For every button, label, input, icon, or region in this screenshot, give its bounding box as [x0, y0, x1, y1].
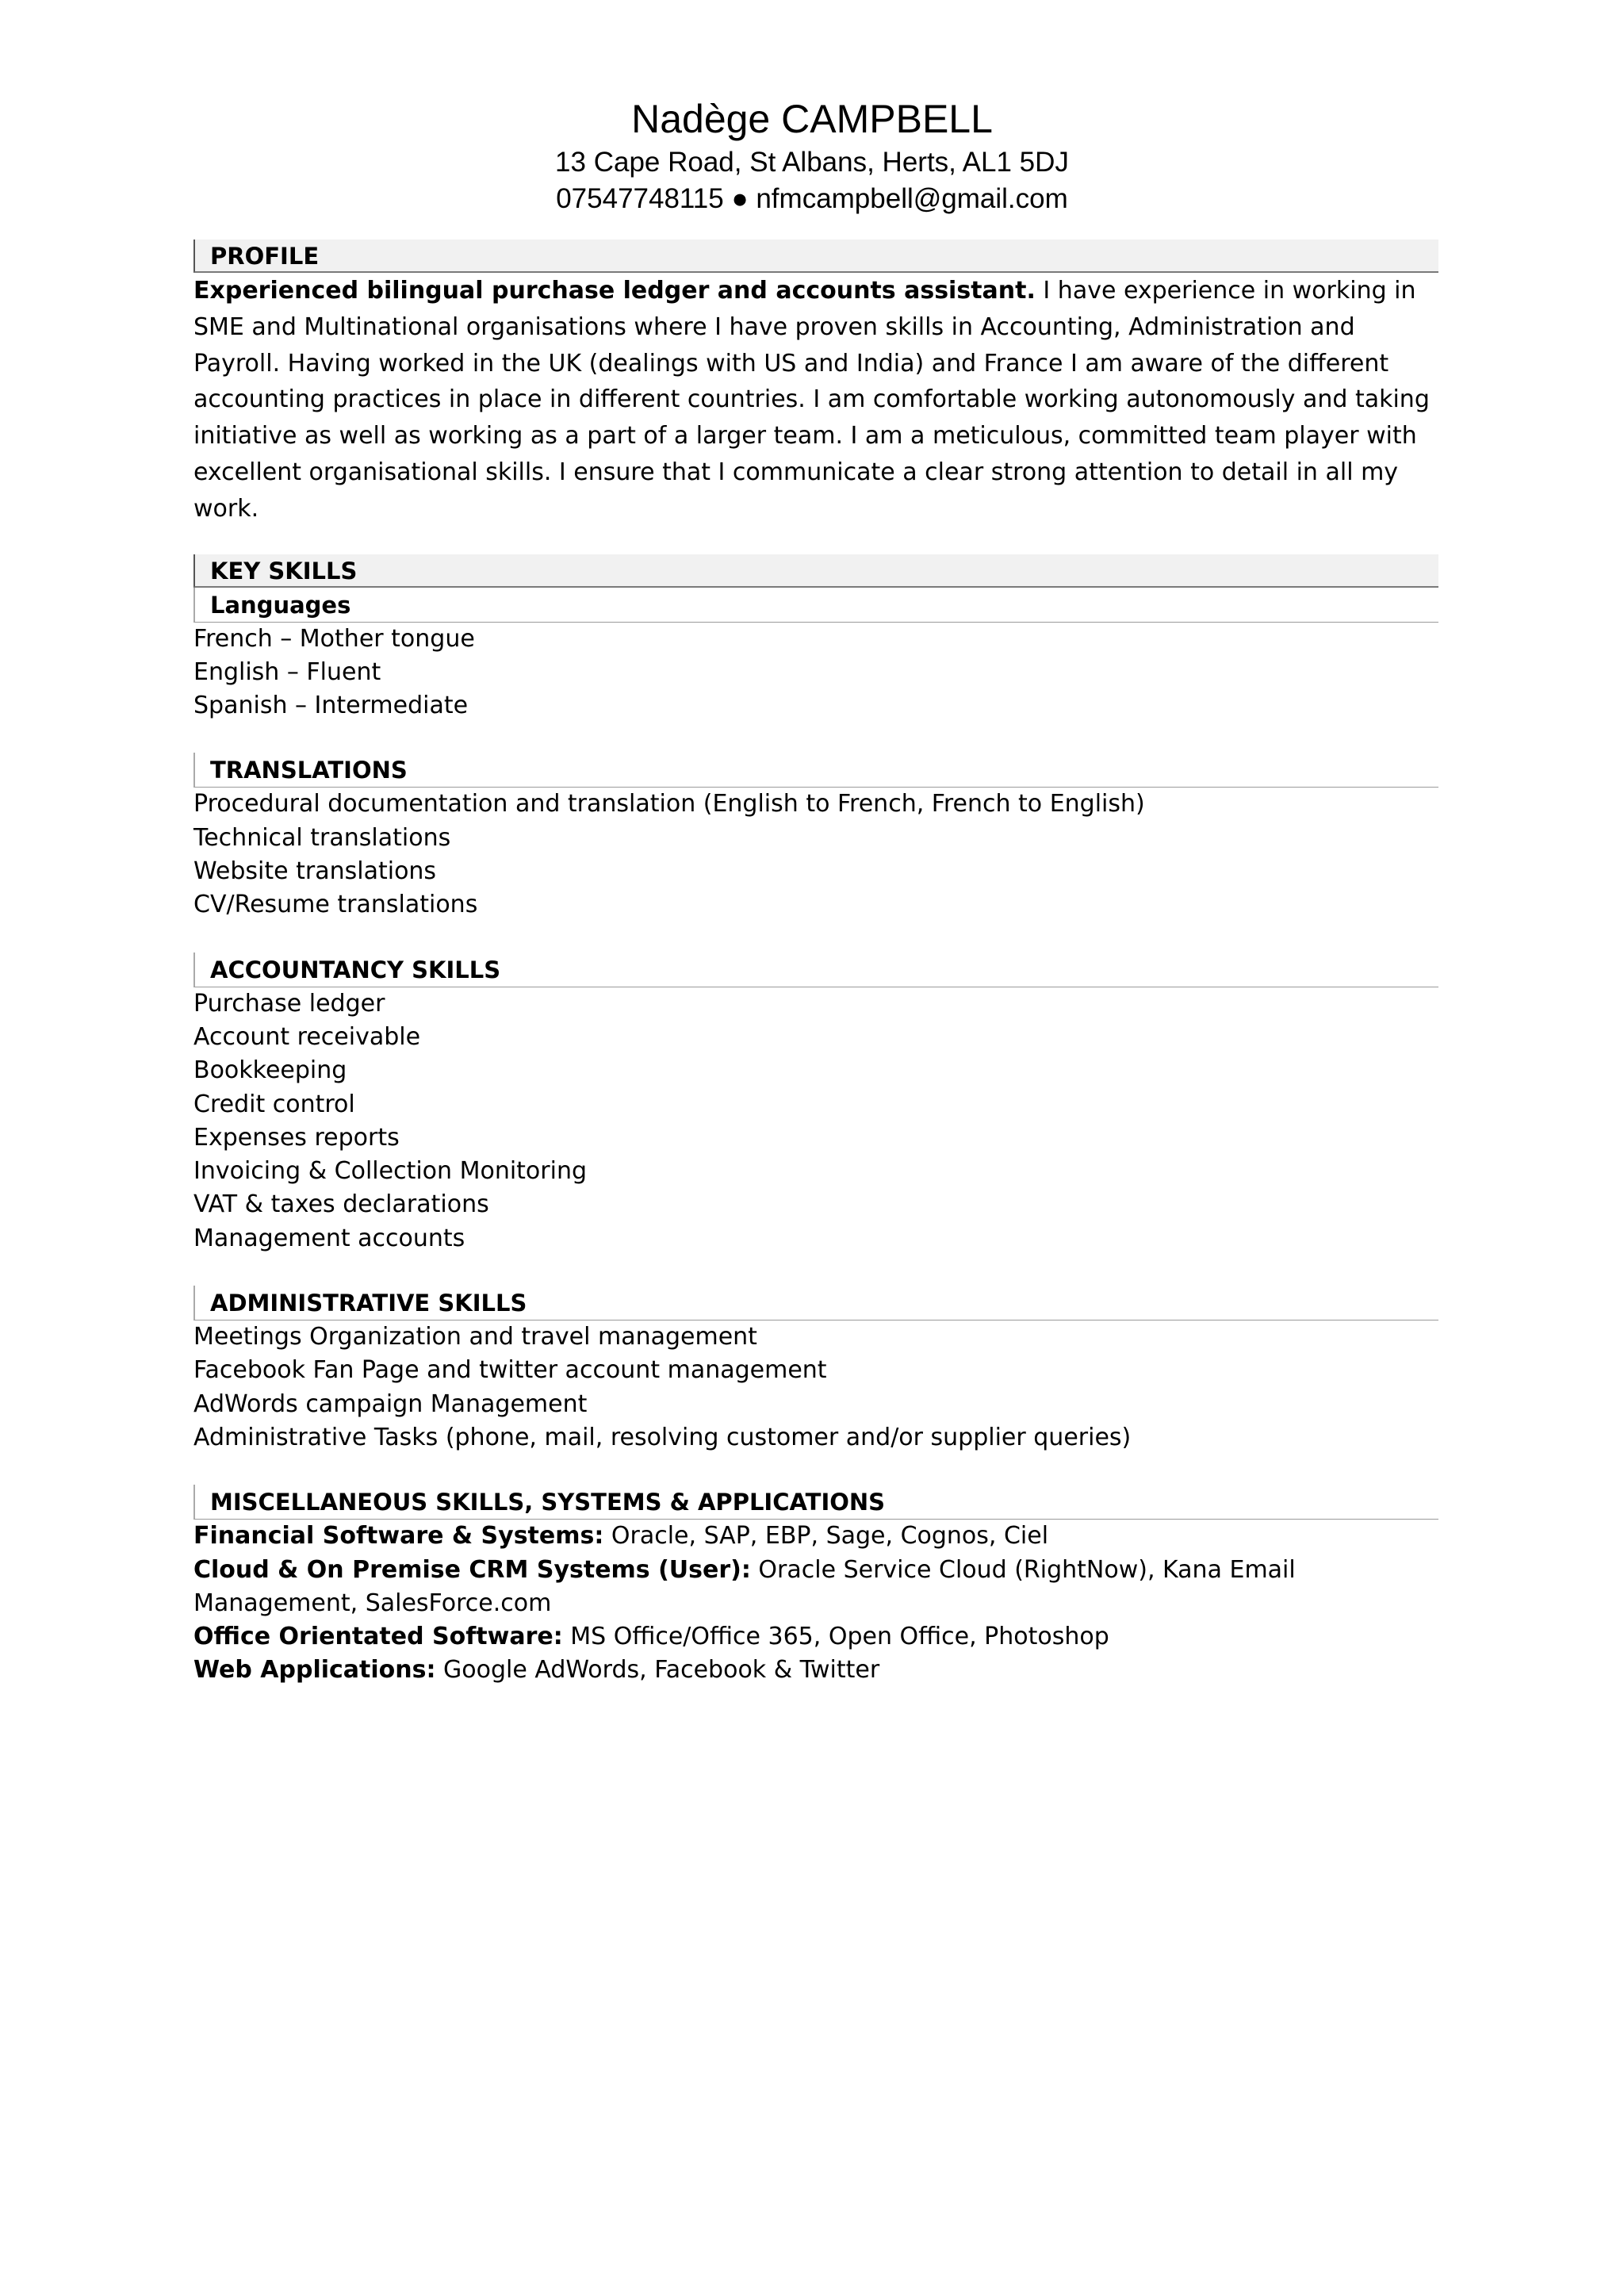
- misc-row: [193, 1554, 1438, 1621]
- languages-list: [193, 623, 1438, 723]
- misc-label: Office Orientated Software:: [193, 1623, 563, 1651]
- section-heading-translations: TRANSLATIONS: [193, 753, 1438, 788]
- misc-row: [193, 1620, 1438, 1654]
- section-heading-misc: MISCELLANEOUS SKILLS, SYSTEMS & APPLICATIONS: [193, 1485, 1438, 1520]
- list-item: AdWords campaign Management: [193, 1389, 588, 1418]
- profile-lead: Experienced bilingual purchase ledger and accounts assistant.: [193, 277, 1036, 305]
- list-item: VAT & taxes declarations: [193, 1190, 489, 1219]
- list-item: Bookkeeping: [193, 1056, 347, 1085]
- cv-body: [193, 240, 1438, 1688]
- list-item: Technical translations: [193, 823, 451, 852]
- list-item: Procedural documentation and translation (English to French, French to English): [193, 790, 1145, 818]
- misc-row: [193, 1520, 1438, 1553]
- list-item: CV/Resume translations: [193, 891, 478, 919]
- misc-value: MS Office/Office 365, Open Office, Photoshop: [562, 1623, 1109, 1651]
- misc-label: Financial Software & Systems:: [193, 1522, 604, 1550]
- section-heading-profile: PROFILE: [193, 240, 1438, 273]
- list-item: Spanish – Intermediate: [193, 692, 469, 720]
- contact-line: [0, 181, 1624, 217]
- misc-row: [193, 1654, 1438, 1687]
- misc-value: Oracle Service Cloud (RightNow), Kana Email Management, SalesForce.com: [193, 1555, 1296, 1617]
- accountancy-list: [193, 987, 1438, 1255]
- profile-body: I have experience in working in SME and Multinational organisations where I have proven skills in Accounting, Administration and Payroll. Having worked in the UK (dealings with US and India) and France I am aware of the different accounting practices in place in different countries. I am comfortable working autonomously and taking initiative as well as working as a part of a larger team. I am a meticulous, committed team player with excellent organisational skills. I ensure that I communicate a clear strong attention to detail in all my work.: [193, 277, 1430, 523]
- cv-header: [0, 94, 1624, 217]
- section-heading-administrative: ADMINISTRATIVE SKILLS: [193, 1286, 1438, 1320]
- section-heading-accountancy: ACCOUNTANCY SKILLS: [193, 953, 1438, 987]
- list-item: French – Mother tongue: [193, 624, 475, 653]
- list-item: Website translations: [193, 857, 437, 886]
- misc-list: [193, 1520, 1438, 1687]
- address: 13 Cape Road, St Albans, Herts, AL1 5DJ: [555, 147, 1069, 178]
- list-item: Administrative Tasks (phone, mail, resolving customer and/or supplier queries): [193, 1423, 1132, 1451]
- subheading-languages: Languages: [193, 588, 1438, 623]
- bullet-separator: ●: [731, 183, 749, 214]
- administrative-list: [193, 1320, 1438, 1455]
- list-item: Management accounts: [193, 1224, 465, 1252]
- translations-list: [193, 788, 1438, 922]
- list-item: Invoicing & Collection Monitoring: [193, 1157, 588, 1186]
- list-item: English – Fluent: [193, 657, 381, 686]
- misc-value: Oracle, SAP, EBP, Sage, Cognos, Ciel: [603, 1522, 1049, 1550]
- section-heading-key-skills: KEY SKILLS: [193, 554, 1438, 588]
- email-address: nfmcampbell@gmail.com: [756, 183, 1068, 214]
- list-item: Expenses reports: [193, 1123, 400, 1152]
- candidate-name: Nadège CAMPBELL: [631, 97, 993, 141]
- list-item: Account receivable: [193, 1022, 421, 1051]
- phone-number: 07547748115: [556, 183, 724, 214]
- misc-value: Google AdWords, Facebook & Twitter: [435, 1656, 880, 1685]
- misc-label: Web Applications:: [193, 1656, 436, 1685]
- list-item: Credit control: [193, 1090, 355, 1118]
- misc-label: Cloud & On Premise CRM Systems (User):: [193, 1555, 751, 1584]
- profile-paragraph: [193, 273, 1438, 527]
- list-item: Meetings Organization and travel management: [193, 1323, 757, 1351]
- list-item: Purchase ledger: [193, 989, 385, 1018]
- list-item: Facebook Fan Page and twitter account management: [193, 1356, 827, 1385]
